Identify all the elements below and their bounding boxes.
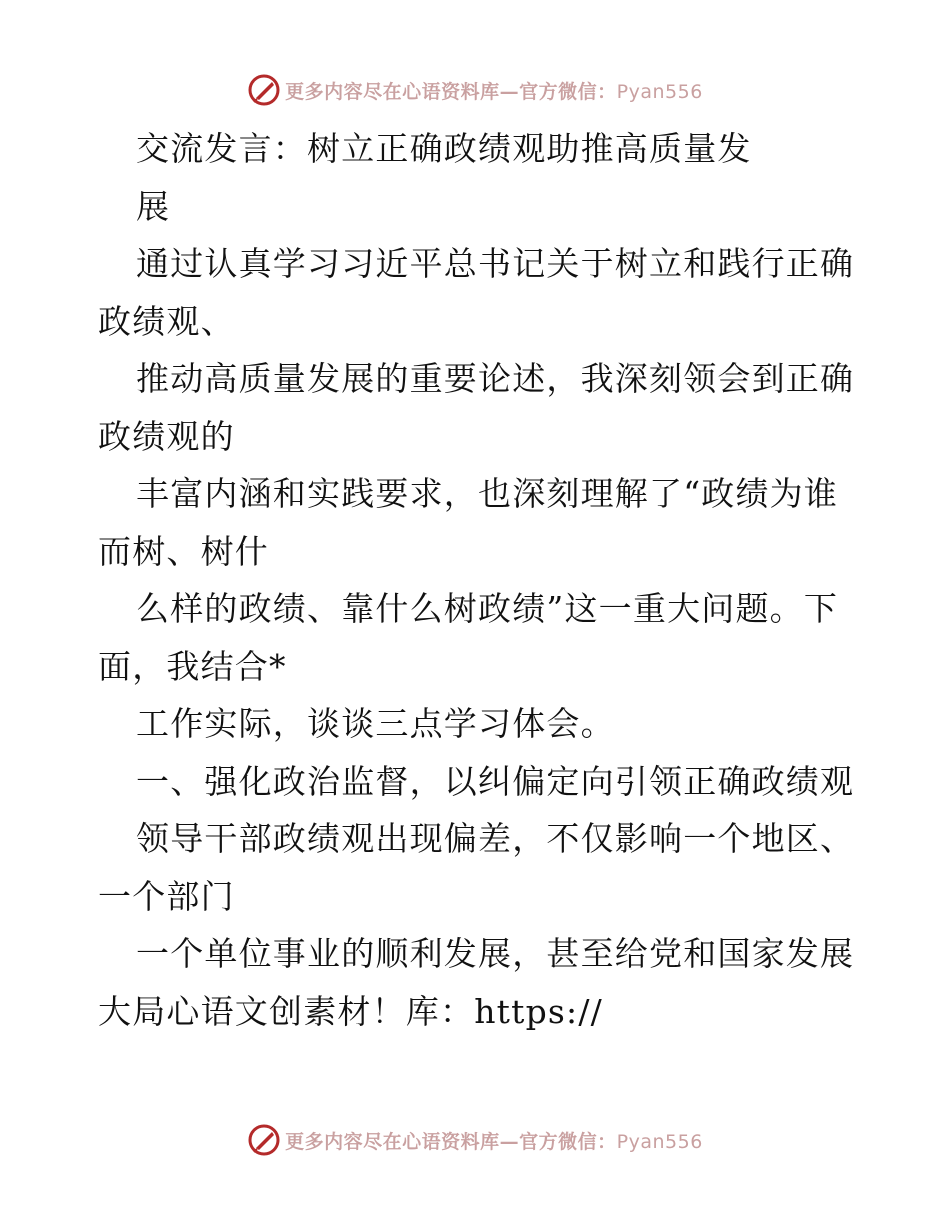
document-line: 通过认真学习习近平总书记关于树立和践行正确 [136,244,855,283]
watermark-text: 更多内容尽在心语资料库—官方微信： [285,1130,617,1153]
document-line: 面，我结合* [98,646,287,686]
header-watermark [0,70,950,110]
document-line: 领导干部政绩观出现偏差，不仅影响一个地区、 [136,819,855,858]
document-line: 政绩观、 [98,301,235,341]
document-body [98,120,858,1040]
document-line: 交流发言：树立正确政绩观助推高质量发 [136,129,752,168]
document-line: 展 [136,186,171,226]
quill-logo-icon [247,73,281,107]
document-line: 工作实际，谈谈三点学习体会。 [136,704,615,743]
quill-logo-icon [247,1123,281,1157]
watermark-wechat-id: Pyan556 [616,1130,703,1153]
document-line: 一个单位事业的顺利发展，甚至给党和国家发展 [136,934,855,973]
watermark-text: 更多内容尽在心语资料库—官方微信： [285,80,617,103]
document-line: 政绩观的 [98,416,235,456]
document-line: 丰富内涵和实践要求，也深刻理解了“政绩为谁 [136,474,839,513]
footer-watermark [0,1120,950,1160]
document-line: 一个部门 [98,876,235,916]
document-line: 而树、树什 [98,531,269,571]
document-line: 推动高质量发展的重要论述，我深刻领会到正确 [136,359,855,398]
document-line: 么样的政绩、靠什么树政绩”这一重大问题。下 [136,589,839,628]
document-line: 一、强化政治监督，以纠偏定向引领正确政绩观 [136,761,855,801]
document-line: 大局心语文创素材！库：https:// [98,991,603,1031]
watermark-wechat-id: Pyan556 [616,80,703,103]
